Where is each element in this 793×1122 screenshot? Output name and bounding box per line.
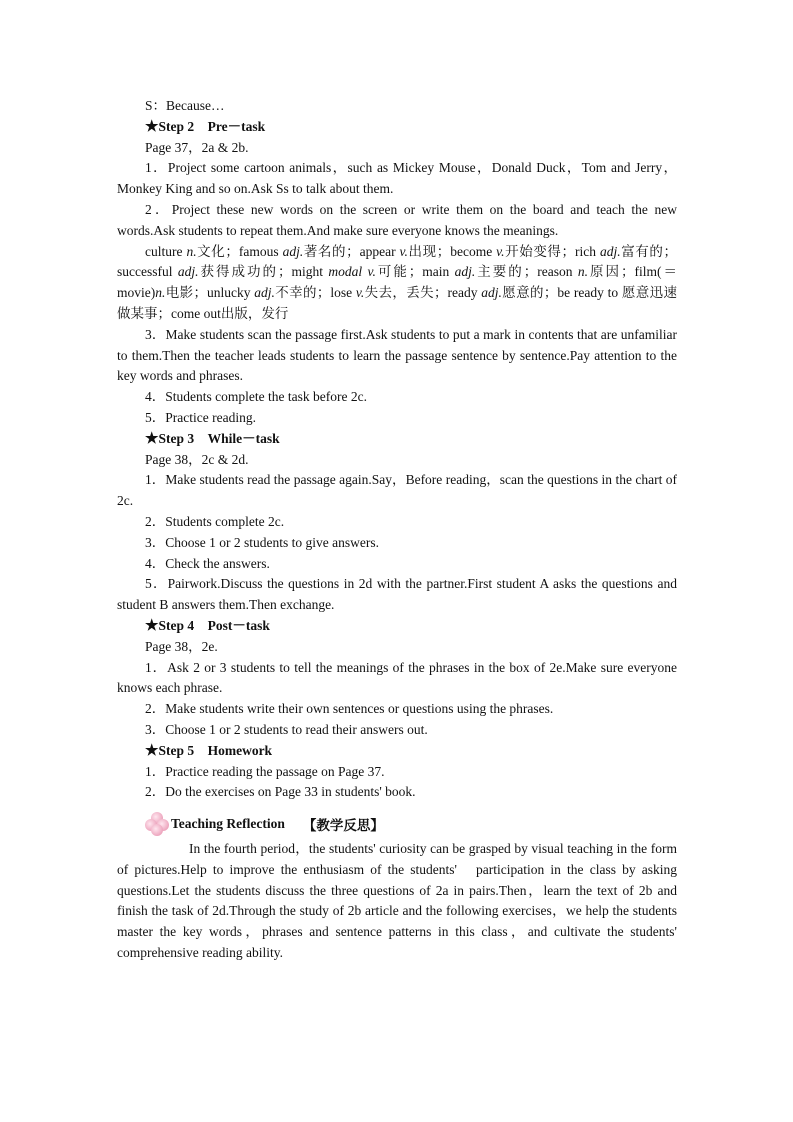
step-4-page: Page 38，2e. [145,638,218,654]
step-3-heading [117,429,677,450]
reflection-title: Teaching Reflection [171,816,285,832]
step-2-item: 3．Make students scan the passage first.Ask students to put a mark in contents that are unfamiliar to them.Then the teacher leads students to learn the passage sentence by sentence.Pay attention to the key words and phrases. [117,326,677,384]
reflection-text: In the fourth period，the students' curiosity can be grasped by visual teaching in the form of pictures.Help to improve the enthusiasm of the students' participation in the class by asking questions.Let the students discuss the three questions of 2a in pairs.Then，learn the text of 2b and finish the task of 2d.Through the study of 2b article and the following exercises，we help the students master the key words，phrases and sentence patterns in this class，and cultivate the students' comprehensive reading ability. [117,841,677,961]
step-2-page: Page 37，2a & 2b. [145,139,249,155]
step-title: Step 2 Pre－task [158,118,266,134]
step-3-item: 5．Pairwork.Discuss the questions in 2d with the partner.First student A asks the questions and student B answers them.Then exchange. [117,576,677,613]
step-2-item: 4．Students complete the task before 2c. [145,389,367,405]
step-4-heading [117,616,677,637]
step-4-item: 2．Make students write their own sentences or questions using the phrases. [145,701,554,717]
step-2-heading [117,117,677,138]
step-3-item: 3．Choose 1 or 2 students to give answers. [145,534,379,550]
vocabulary-list: culture n.文化；famous adj.著名的；appear v.出现；become v.开始变得；rich adj.富有的；successful adj.获得成功的；might modal v.可能；main adj.主要的；reason n.原因；film(＝movie)n.电影；unlucky adj.不幸的；lose v.失去，丢失；ready adj.愿意的；be ready to 愿意迅速做某事；come out出版，发行 [117,243,677,321]
intro-line: S：Because… [145,98,225,113]
flower-icon [145,812,169,836]
star-icon: ★ [145,617,159,634]
step-3-item: 2．Students complete 2c. [145,513,285,529]
reflection-title-cn: 【教学反思】 [302,818,384,834]
star-icon: ★ [145,118,159,135]
step-title: Step 5 Homework [158,742,273,758]
step-3-page: Page 38，2c & 2d. [145,451,249,467]
step-5-item: 1．Practice reading the passage on Page 37. [145,763,385,779]
step-2-item: 5．Practice reading. [145,409,256,425]
step-4-item: 1．Ask 2 or 3 students to tell the meanings of the phrases in the box of 2e.Make sure everyone knows each phrase. [117,659,677,696]
step-5-item: 2．Do the exercises on Page 33 in students' book. [145,784,416,800]
star-icon: ★ [145,430,159,447]
step-5-heading [117,741,677,762]
star-icon: ★ [145,742,159,759]
step-title: Step 3 While－task [158,430,280,446]
step-2-item: 1．Project some cartoon animals，such as Mickey Mouse，Donald Duck，Tom and Jerry，Monkey King and so on.Ask Ss to talk about them. [117,160,677,197]
step-title: Step 4 Post－task [158,617,270,633]
step-4-item: 3．Choose 1 or 2 students to read their answers out. [145,721,428,737]
document-page [117,96,677,964]
step-3-item: 4．Check the answers. [145,555,270,571]
reflection-heading [117,809,677,839]
step-2-item: 2．Project these new words on the screen or write them on the board and teach the new words.Ask students to repeat them.And make sure everyone knows the meanings. [117,201,677,238]
step-3-item: 1．Make students read the passage again.Say，Before reading，scan the questions in the chart of 2c. [117,472,677,509]
